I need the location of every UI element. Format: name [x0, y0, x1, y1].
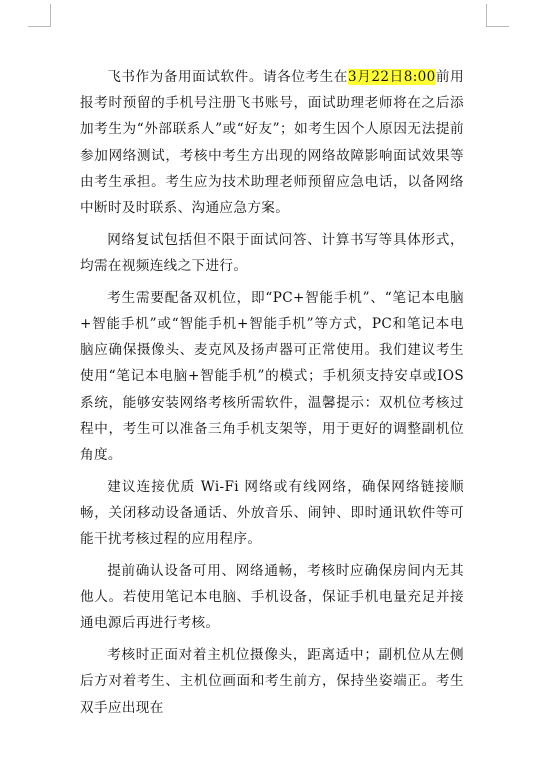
paragraph-1 [80, 64, 464, 221]
highlighted-date: 3月22日8:00 [347, 69, 436, 85]
crop-mark-top-left [28, 4, 51, 27]
paragraph-1-after: 前用报考时预留的手机号注册飞书账号，面试助理老师将在之后添加考生为“外部联系人”或“好友”；如考生因个人原因无法提前参加网络测试，考核中考生方出现的网络故障影响面试效果等由考生承担。考生应为技术助理老师预留应急电话，以备网络中断时及时联系、沟通应急方案。 [80, 69, 465, 217]
crop-mark-top-right [486, 4, 509, 27]
paragraph-4: 建议连接优质 Wi-Fi 网络或有线网络，确保网络链接顺畅，关闭移动设备通话、外放音乐、闹钟、即时通讯软件等可能干扰考核过程的应用程序。 [80, 478, 464, 548]
document-body [80, 64, 464, 726]
paragraph-2: 网络复试包括但不限于面试问答、计算书写等具体形式，均需在视频连线之下进行。 [80, 231, 464, 275]
paragraph-1-before: 飞书作为备用面试软件。请各位考生在 [107, 69, 348, 85]
paragraph-3: 考生需要配备双机位，即“PC+智能手机”、“笔记本电脑+智能手机”或“智能手机+智能手机”等方式，PC和笔记本电脑应确保摄像头、麦克风及扬声器可正常使用。我们建议考生使用“笔记本电脑+智能手机”的模式；手机须支持安卓或IOS系统，能够安装网络考核所需软件，温馨提示：双机位考核过程中，考生可以准备三角手机支架等，用于更好的调整副机位角度。 [80, 289, 464, 464]
paragraph-5: 提前确认设备可用、网络通畅，考核时应确保房间内无其他人。若使用笔记本电脑、手机设备，保证手机电量充足并接通电源后再进行考核。 [80, 563, 464, 632]
paragraph-6: 考核时正面对着主机位摄像头，距离适中；副机位从左侧后方对着考生、主机位画面和考生前方，保持坐姿端正。考生双手应出现在 [80, 647, 464, 716]
